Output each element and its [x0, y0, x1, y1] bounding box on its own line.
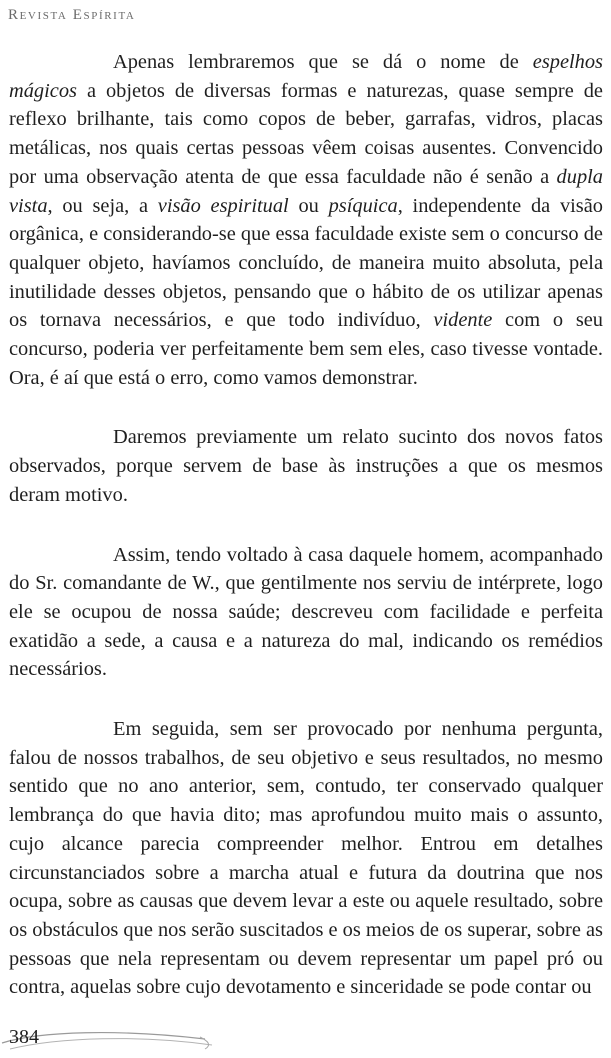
- page-number: 384: [9, 1026, 39, 1048]
- text-run: Apenas lembraremos que se dá o nome de: [113, 51, 533, 73]
- text-run: , ou seja, a: [47, 194, 158, 217]
- text-run: , independente da visão orgânica, e considerando-se que essa faculdade existe sem o concurso de qualquer objeto, havíamos concluído, de maneira muito absoluta, pela inutilidade desses objetos, pensando que o hábito de os utilizar apenas os tornava necessários, e que todo indivíduo,: [9, 194, 603, 332]
- text-run: Em seguida, sem ser provocado por nenhuma pergunta, falou de nossos trabalhos, de seu objetivo e seus resultados, no mesmo sentido que no ano anterior, sem, contudo, ter conservado qualquer lembrança do que havia dito; mas aprofundou muito mais o assunto, cujo alcance parecia compreender melhor. Entrou em detalhes circunstanciados sobre a marcha atual e futura da doutrina que nos ocupa, sobre as causas que devem levar a este ou aquele resultado, sobre os obstáculos que nos serão suscitados e os meios de os superar, sobre as pessoas que nela representam ou devem representar um papel pró ou contra, aquelas sobre cujo devotamento e sinceridade se pode contar ou: [9, 718, 603, 999]
- text-run: Daremos previamente um relato sucinto dos novos fatos observados, porque servem de base às instruções a que os mesmos deram motivo.: [9, 426, 603, 506]
- italic-term: espelhos mágicos: [9, 51, 603, 102]
- text-run: ou: [288, 194, 329, 217]
- running-header: Revista Espírita: [8, 7, 136, 23]
- italic-term: vidente: [433, 309, 493, 332]
- text-run: com o seu concurso, poderia ver perfeitamente bem sem eles, caso tivesse vontade. Ora, é aí que está o erro, como vamos demonstrar.: [9, 309, 603, 389]
- paragraph-3: [9, 541, 603, 685]
- italic-term: psíquica: [328, 194, 398, 217]
- body-text: [9, 48, 603, 1002]
- text-run: Assim, tendo voltado à casa daquele homem, acompanhado do Sr. comandante de W., que gentilmente nos serviu de intérprete, logo ele se ocupou de nossa saúde; descreveu com facilidade e perfeita exatidão a sede, a causa e a natureza do mal, indicando os remédios necessários.: [9, 543, 603, 681]
- paragraph-2: [9, 423, 603, 509]
- text-run: a objetos de diversas formas e naturezas, quase sempre de reflexo brilhante, tais como copos de beber, garrafas, vidros, placas metálicas, nos quais certas pessoas vêem coisas ausentes. Convencido por uma observação atenta de que essa faculdade não é senão a: [9, 79, 603, 188]
- paragraph-4: [9, 715, 603, 1002]
- italic-term: visão espiritual: [157, 194, 289, 217]
- italic-term: dupla vista: [9, 165, 603, 217]
- paragraph-1: [9, 48, 603, 392]
